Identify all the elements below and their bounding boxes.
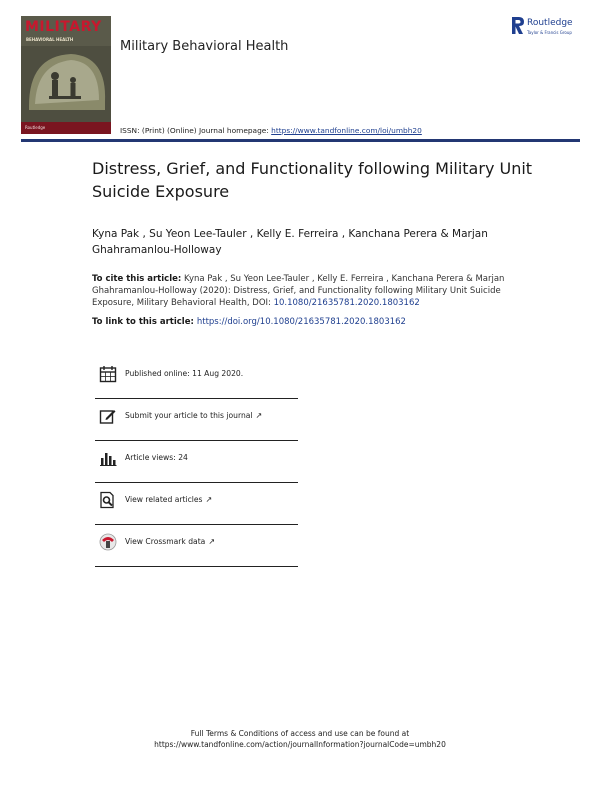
publisher-tagline: Taylor & Francis Group [527,30,572,35]
related-articles-link[interactable] [125,495,212,504]
cite-text: Kyna Pak , Su Yeon Lee-Tauler , Kelly E. Ferreira , Kanchana Perera & Marjan Ghahramanlou-Holloway (2020): Distress, Grief, and Functionality following Military Unit Suicide Exposure, Military Behavioral Health, DOI: [92,274,505,308]
external-link-icon: ↗ [205,495,213,504]
external-link-icon: ↗ [208,537,216,546]
info-row-submit[interactable] [95,399,298,441]
info-row-published [95,357,298,399]
article-doi-url-link[interactable]: https://doi.org/10.1080/21635781.2020.1803162 [196,317,406,327]
publisher-name: Routledge [527,18,573,28]
journal-information-link[interactable]: https://www.tandfonline.com/action/journalInformation?journalCode=umbh20 [154,740,446,749]
issn-text: ISSN: (Print) (Online) Journal homepage: [120,126,272,135]
helmet-illustration [21,46,111,122]
link-label: To link to this article: [92,317,197,327]
submit-article-link[interactable] [125,411,262,420]
article-info-list [95,357,298,567]
cover-publisher: Routledge [25,125,46,130]
article-link-block [92,317,512,327]
calendar-icon [99,365,117,383]
crossmark-link[interactable] [125,537,215,546]
published-date: Published online: 11 Aug 2020. [125,369,244,378]
routledge-logo-icon [510,16,526,36]
doi-link[interactable]: 10.1080/21635781.2020.1803162 [273,298,420,308]
journal-name: Military Behavioral Health [120,39,289,54]
article-title: Distress, Grief, and Functionality following Military Unit Suicide Exposure [92,159,533,201]
cover-title: MILITARY [25,19,102,35]
journal-cover-image [21,16,111,134]
cover-subtitle: BEHAVIORAL HEALTH [26,37,74,42]
info-row-crossmark[interactable] [95,525,298,567]
footer [0,728,600,750]
info-row-views [95,441,298,483]
cite-label: To cite this article: [92,274,182,284]
info-row-related[interactable] [95,483,298,525]
citation-block [92,273,512,309]
article-views: Article views: 24 [125,453,188,462]
external-link-icon: ↗ [255,411,263,420]
header-divider [21,139,580,142]
crossmark-label: View Crossmark data [125,537,206,546]
article-authors: Kyna Pak , Su Yeon Lee-Tauler , Kelly E. Ferreira , Kanchana Perera & Marjan Ghahramanlou-Holloway [92,228,488,256]
edit-icon [99,407,117,425]
issn-line [120,126,422,135]
crossmark-icon [99,533,117,551]
related-articles-label: View related articles [125,495,203,504]
cover-footer-strip [21,122,111,134]
bar-chart-icon [99,449,117,467]
search-document-icon [99,491,117,509]
footer-terms-text: Full Terms & Conditions of access and use can be found at [190,729,410,738]
journal-homepage-link[interactable]: https://www.tandfonline.com/loi/umbh20 [271,126,422,135]
submit-article-label: Submit your article to this journal [125,411,253,420]
